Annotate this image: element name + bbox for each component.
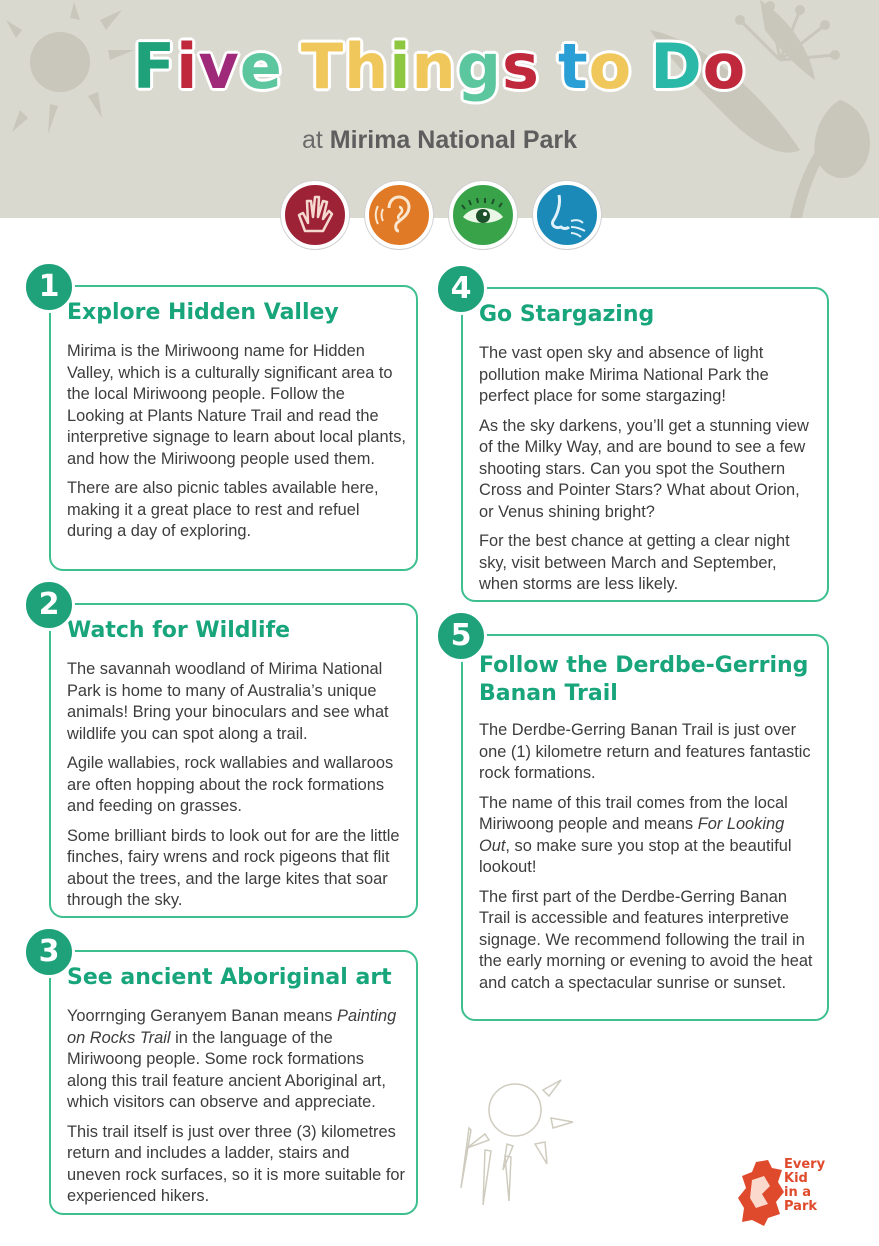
title-letter: h <box>344 30 390 103</box>
activity-number-badge: 2 <box>23 579 75 631</box>
activity-title: Go Stargazing <box>479 302 655 327</box>
logo-text-line: Park <box>784 1199 818 1214</box>
page-title <box>0 30 879 103</box>
activity-paragraph <box>479 793 817 879</box>
title-letter: i <box>389 30 412 103</box>
activity-card-1 <box>49 285 418 571</box>
page-subtitle <box>0 126 879 155</box>
title-letter: o <box>588 30 633 103</box>
logo-text-line: Every <box>784 1157 826 1172</box>
trail-translation-italic: For Looking Out <box>479 815 785 855</box>
logo-text <box>784 1158 825 1214</box>
activity-card-3 <box>49 950 418 1215</box>
activity-card-5 <box>461 634 829 1021</box>
logo-text-line: Kid <box>784 1171 808 1186</box>
sun-outline-decoration-icon <box>455 1060 585 1210</box>
activity-paragraph: The Derdbe-Gerring Banan Trail is just over one (1) kilometre return and features fantastic rock formations. <box>479 721 811 782</box>
park-name: Mirima National Park <box>329 126 578 154</box>
title-letter <box>632 36 650 98</box>
logo-map-icon <box>738 1158 786 1228</box>
activity-title-line: Banan Trail <box>479 681 618 706</box>
title-letter <box>540 36 558 98</box>
title-letter: n <box>411 30 457 103</box>
nose-smell-icon <box>533 181 601 249</box>
activity-paragraph: There are also picnic tables available here, making it a great place to rest and refuel during a day of exploring. <box>67 479 379 540</box>
senses-icon-row <box>281 181 601 251</box>
title-letter: i <box>176 30 199 103</box>
title-letter: T <box>300 30 345 103</box>
activity-paragraph: For the best chance at getting a clear night sky, visit between March and September, when storms are less likely. <box>479 532 790 593</box>
activity-title <box>479 652 817 708</box>
paragraph-text: The name of this trail comes from the local Miriwoong people and means <box>479 793 788 833</box>
subtitle-prefix: at <box>301 126 323 154</box>
activity-paragraph: The savannah woodland of Mirima National Park is home to many of Australia’s unique animals! Bring your binoculars and see what wildlife you can spot along a trail. <box>67 660 389 743</box>
activity-card-4 <box>461 287 829 602</box>
activity-title: Watch for Wildlife <box>67 618 291 643</box>
activity-number-badge: 4 <box>435 263 487 315</box>
activity-number-badge: 3 <box>23 926 75 978</box>
title-letter: v <box>198 30 240 103</box>
activity-paragraph: This trail itself is just over three (3) kilometres return and includes a ladder, stairs and uneven rock surfaces, so it is more suitable for experienced hikers. <box>67 1122 405 1205</box>
activity-paragraph <box>67 1006 406 1114</box>
title-letter <box>283 36 301 98</box>
title-letter: D <box>650 30 703 103</box>
activity-card-2 <box>49 603 418 918</box>
paragraph-rest-text: in the language of the Miriwoong people. Some rock formations along this trail feature ancient Aboriginal art, which visitors can observe and appreciate. <box>67 1028 386 1111</box>
logo-text-line: in a <box>784 1185 812 1200</box>
title-letter: s <box>502 30 540 103</box>
activity-paragraph: Agile wallabies, rock wallabies and wallaroos are often hopping about the rock formations and feeding on grasses. <box>67 754 394 815</box>
eye-sight-icon <box>449 181 517 249</box>
title-letter: o <box>702 30 747 103</box>
activity-paragraph: The first part of the Derdbe-Gerring Banan Trail is accessible and features interpretive signage. We recommend following the trail in the early morning or evening to avoid the heat and catch a spectacular sunrise or sunset. <box>479 887 813 992</box>
trail-translation-italic: Painting on Rocks Trail <box>67 1007 397 1047</box>
title-letter: F <box>132 30 177 103</box>
activity-title: Explore Hidden Valley <box>67 300 339 325</box>
trail-name-text: Yoorrnging Geranyem Banan means <box>67 1007 333 1025</box>
activity-title: See ancient Aboriginal art <box>67 965 392 990</box>
activity-paragraph: The vast open sky and absence of light pollution make Mirima National Park the perfect place for some stargazing! <box>479 344 769 405</box>
activity-paragraph: Some brilliant birds to look out for are the little finches, fairy wrens and rock pigeons that flit about the trees, and the large kites that soar through the sky. <box>67 826 400 909</box>
title-letter: e <box>239 30 283 103</box>
activity-paragraph: As the sky darkens, you’ll get a stunning view of the Milky Way, and are bound to see a few shooting stars. Can you spot the Southern Cross and Pointer Stars? What about Orion, or Venus shining bright? <box>479 416 809 521</box>
paragraph-text: , so make sure you stop at the beautiful lookout! <box>479 836 792 876</box>
every-kid-in-a-park-logo <box>738 1158 833 1228</box>
hand-touch-icon <box>281 181 349 249</box>
activity-number-badge: 1 <box>23 261 75 313</box>
title-letter: t <box>557 30 589 103</box>
activity-number-badge: 5 <box>435 610 487 662</box>
activity-title-line: Follow the Derdbe-Gerring <box>479 653 809 678</box>
title-letter: g <box>456 30 503 103</box>
activity-paragraph: Mirima is the Miriwoong name for Hidden Valley, which is a culturally significant area to the local Miriwoong people. Follow the Looking at Plants Nature Trail and read the interpretive signage to learn about local plants, and how the Miriwoong people used them. <box>67 342 406 468</box>
ear-hearing-icon <box>365 181 433 249</box>
